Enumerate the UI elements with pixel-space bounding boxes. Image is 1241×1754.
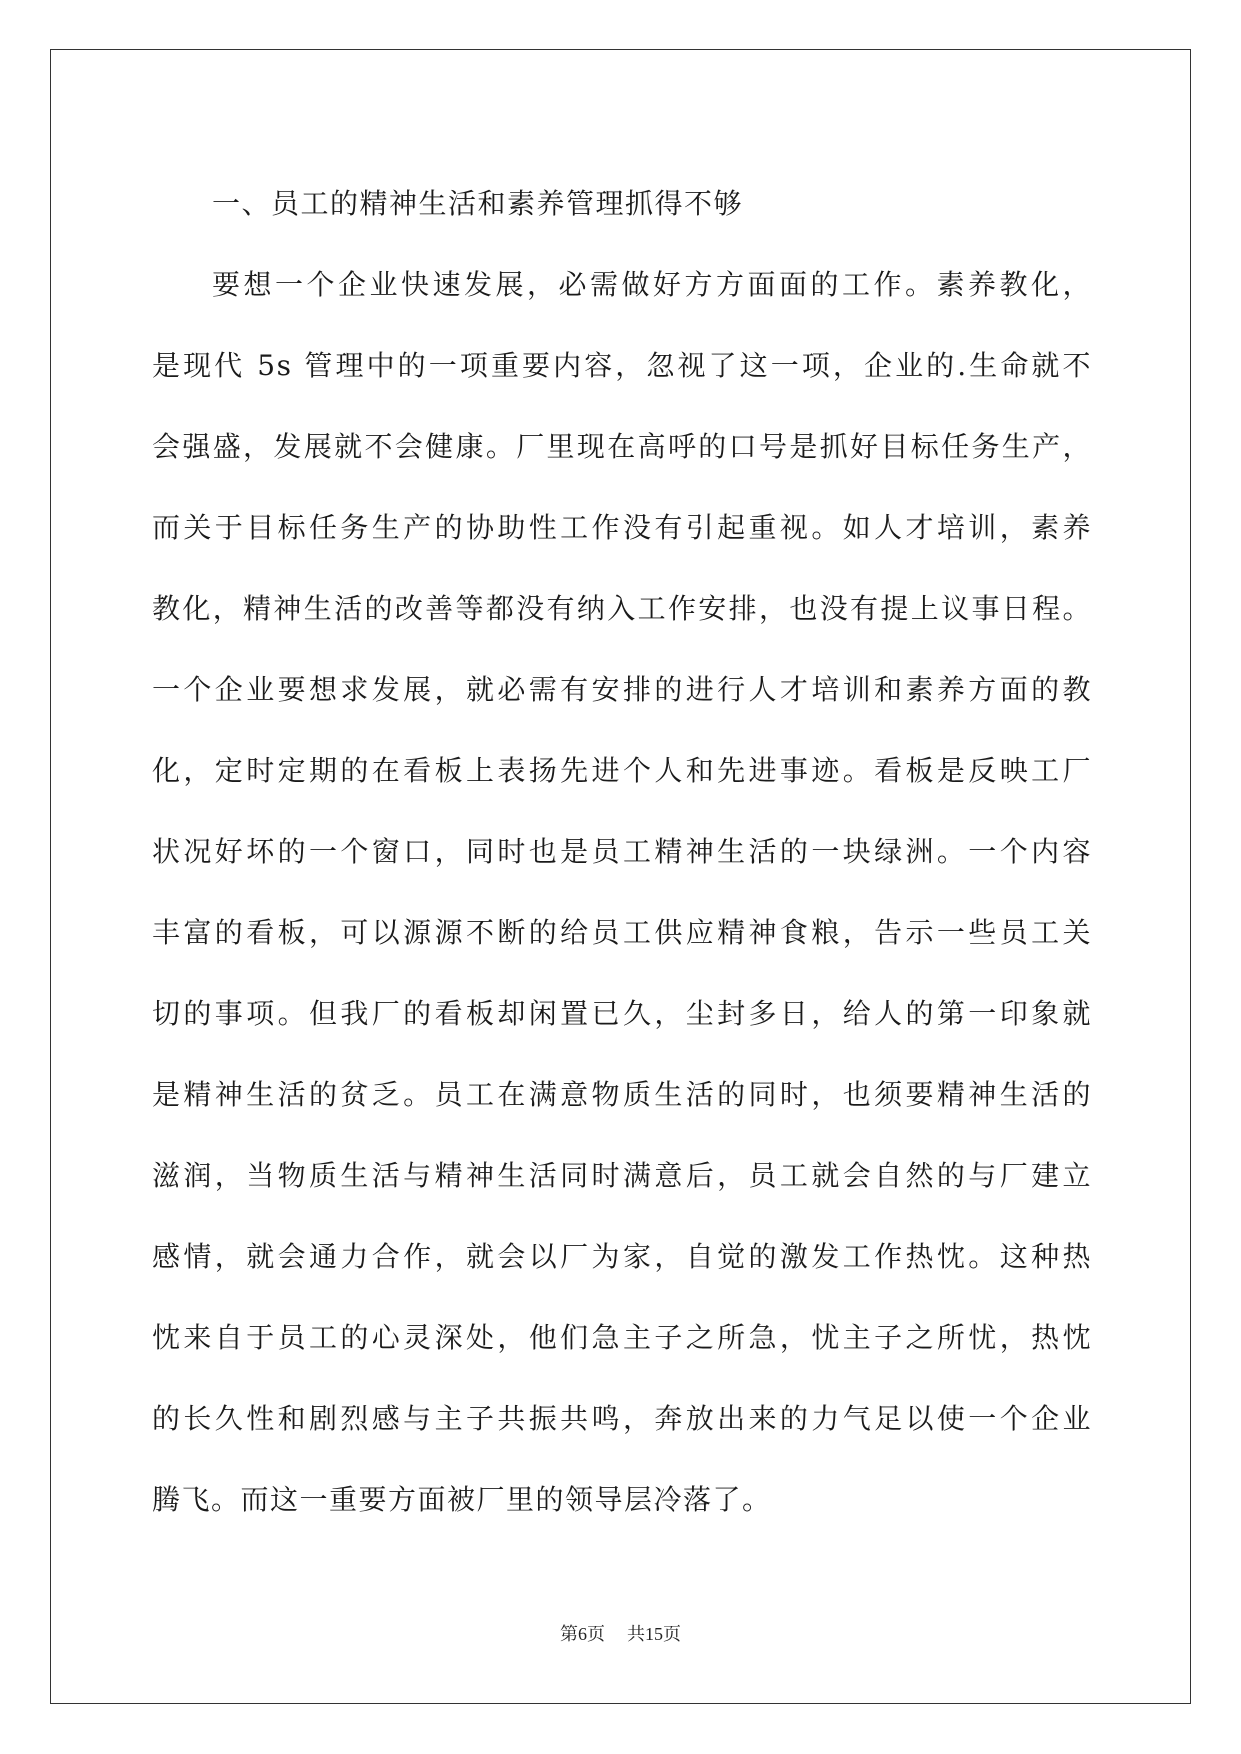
paragraph-line: 要想一个企业快速发展，必需做好方方面面的工作。素养教化，	[212, 268, 1092, 301]
paragraph-line: 的长久性和剧烈感与主子共振共鸣，奔放出来的力气足以使一个企业	[152, 1402, 1092, 1435]
paragraph-line: 会强盛，发展就不会健康。厂里现在高呼的口号是抓好目标任务生产，	[152, 430, 1092, 463]
page-footer	[0, 1620, 1241, 1646]
paragraph-line: 化，定时定期的在看板上表扬先进个人和先进事迹。看板是反映工厂	[152, 754, 1092, 787]
page-total-label: 共15页	[627, 1624, 681, 1645]
paragraph-line: 一个企业要想求发展，就必需有安排的进行人才培训和素养方面的教	[152, 673, 1092, 706]
paragraph-line: 切的事项。但我厂的看板却闲置已久，尘封多日，给人的第一印象就	[152, 997, 1092, 1030]
paragraph-line: 滋润，当物质生活与精神生活同时满意后，员工就会自然的与厂建立	[152, 1159, 1092, 1192]
paragraph-line: 感情，就会通力合作，就会以厂为家，自觉的激发工作热忱。这种热	[152, 1240, 1092, 1273]
paragraph-line: 是精神生活的贫乏。员工在满意物质生活的同时，也须要精神生活的	[152, 1078, 1092, 1111]
paragraph-line: 教化，精神生活的改善等都没有纳入工作安排，也没有提上议事日程。	[152, 592, 1092, 625]
paragraph-line-last: 腾飞。而这一重要方面被厂里的领导层冷落了。	[152, 1483, 772, 1516]
paragraph-line: 丰富的看板，可以源源不断的给员工供应精神食粮，告示一些员工关	[152, 916, 1092, 949]
document-body	[152, 163, 1092, 1540]
section-heading: 一、员工的精神生活和素养管理抓得不够	[212, 187, 744, 220]
paragraph-line: 忱来自于员工的心灵深处，他们急主子之所急，忧主子之所忧，热忱	[152, 1321, 1092, 1354]
page-number-label: 第6页	[560, 1624, 605, 1645]
paragraph-line: 状况好坏的一个窗口，同时也是员工精神生活的一块绿洲。一个内容	[152, 835, 1092, 868]
paragraph-line: 是现代 5s 管理中的一项重要内容，忽视了这一项，企业的.生命就不	[152, 349, 1092, 382]
paragraph-line: 而关于目标任务生产的协助性工作没有引起重视。如人才培训，素养	[152, 511, 1092, 544]
